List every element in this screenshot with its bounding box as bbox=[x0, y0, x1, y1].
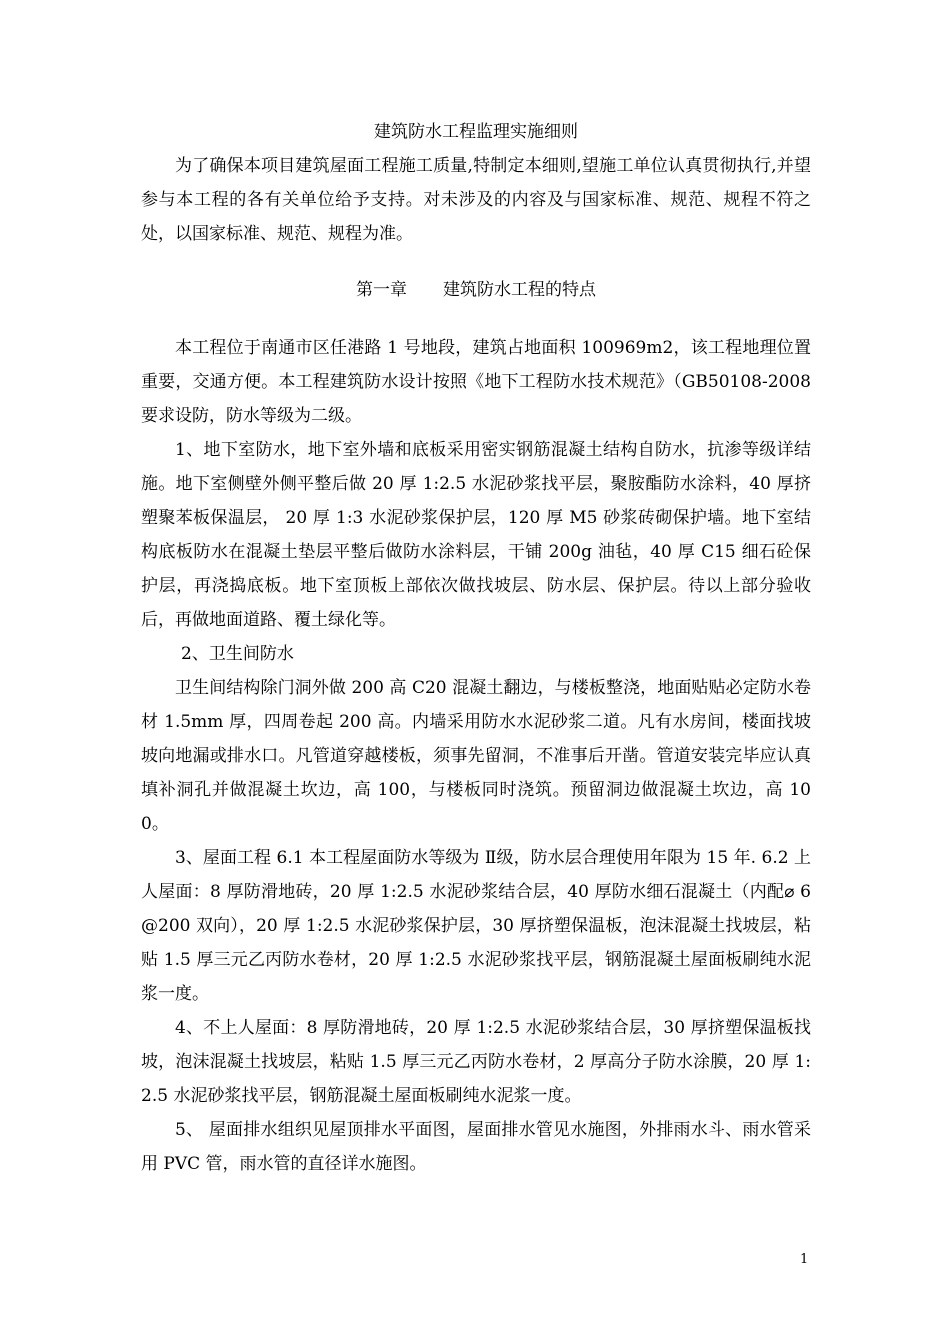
non-accessible-roof-paragraph: 4、不上人屋面：8 厚防滑地砖，20 厚 1:2.5 水泥砂浆结合层，30 厚挤塑保温板找坡，泡沫混凝土找坡层，粘贴 1.5 厚三元乙丙防水卷材，2 厚高分子防水涂膜，20 厚 1:2.5 水泥砂浆找平层，钢筋混凝土屋面板刷纯水泥浆一度。 bbox=[141, 1018, 811, 1106]
chapter-heading bbox=[141, 273, 811, 307]
intro-paragraph: 为了确保本项目建筑屋面工程施工质量,特制定本细则,望施工单位认真贯彻执行,并望参与本工程的各有关单位给予支持。对未涉及的内容及与国家标准、规范、规程不符之处，以国家标准、规范、规程为准。 bbox=[141, 156, 811, 244]
bathroom-waterproofing-paragraph: 卫生间结构除门洞外做 200 高 C20 混凝土翻边，与楼板整浇，地面贴贴必定防水卷材 1.5mm 厚，四周卷起 200 高。内墙采用防水水泥砂浆二道。凡有水房间，楼面找坡坡向地漏或排水口。凡管道穿越楼板，须事先留洞，不准事后开凿。管道安装完毕应认真填补洞孔并做混凝土坎边，高 100，与楼板同时浇筑。预留洞边做混凝土坎边，高 100。 bbox=[141, 678, 811, 834]
bathroom-waterproofing-heading: 2、卫生间防水 bbox=[181, 644, 294, 664]
document-page bbox=[141, 115, 811, 1181]
roof-engineering-paragraph: 3、屋面工程 6.1 本工程屋面防水等级为 Ⅱ级，防水层合理使用年限为 15 年. 6.2 上人屋面：8 厚防滑地砖，20 厚 1:2.5 水泥砂浆结合层，40 厚防水细石混凝土（内配⌀ 6@200 双向），20 厚 1:2.5 水泥砂浆保护层，30 厚挤塑保温板，泡沫混凝土找坡层，粘贴 1.5 厚三元乙丙防水卷材，20 厚 1:2.5 水泥砂浆找平层，钢筋混凝土屋面板刷纯水泥浆一度。 bbox=[141, 848, 811, 1004]
document-title: 建筑防水工程监理实施细则 bbox=[374, 122, 578, 142]
roof-drainage-paragraph: 5、 屋面排水组织见屋顶排水平面图，屋面排水管见水施图，外排雨水斗、雨水管采用 PVC 管，雨水管的直径详水施图。 bbox=[141, 1120, 811, 1174]
page-number: 1 bbox=[800, 1252, 809, 1267]
basement-waterproofing-paragraph: 1、地下室防水，地下室外墙和底板采用密实钢筋混凝土结构自防水，抗渗等级详结施。地下室侧壁外侧平整后做 20 厚 1:2.5 水泥砂浆找平层，聚胺酯防水涂料，40 厚挤塑聚苯板保温层， 20 厚 1:3 水泥砂浆保护层，120 厚 M5 砂浆砖砌保护墙。地下室结构底板防水在混凝土垫层平整后做防水涂料层，干铺 200g 油毡，40 厚 C15 细石砼保护层，再浇捣底板。地下室顶板上部依次做找坡层、防水层、保护层。待以上部分验收后，再做地面道路、覆土绿化等。 bbox=[141, 440, 811, 630]
chapter-number: 第一章 bbox=[356, 280, 407, 300]
chapter-title: 建筑防水工程的特点 bbox=[443, 280, 596, 300]
project-overview-paragraph: 本工程位于南通市区任港路 1 号地段，建筑占地面积 100969m2，该工程地理位置重要，交通方便。本工程建筑防水设计按照《地下工程防水技术规范》（GB50108-2008 要求设防，防水等级为二级。 bbox=[141, 338, 811, 426]
